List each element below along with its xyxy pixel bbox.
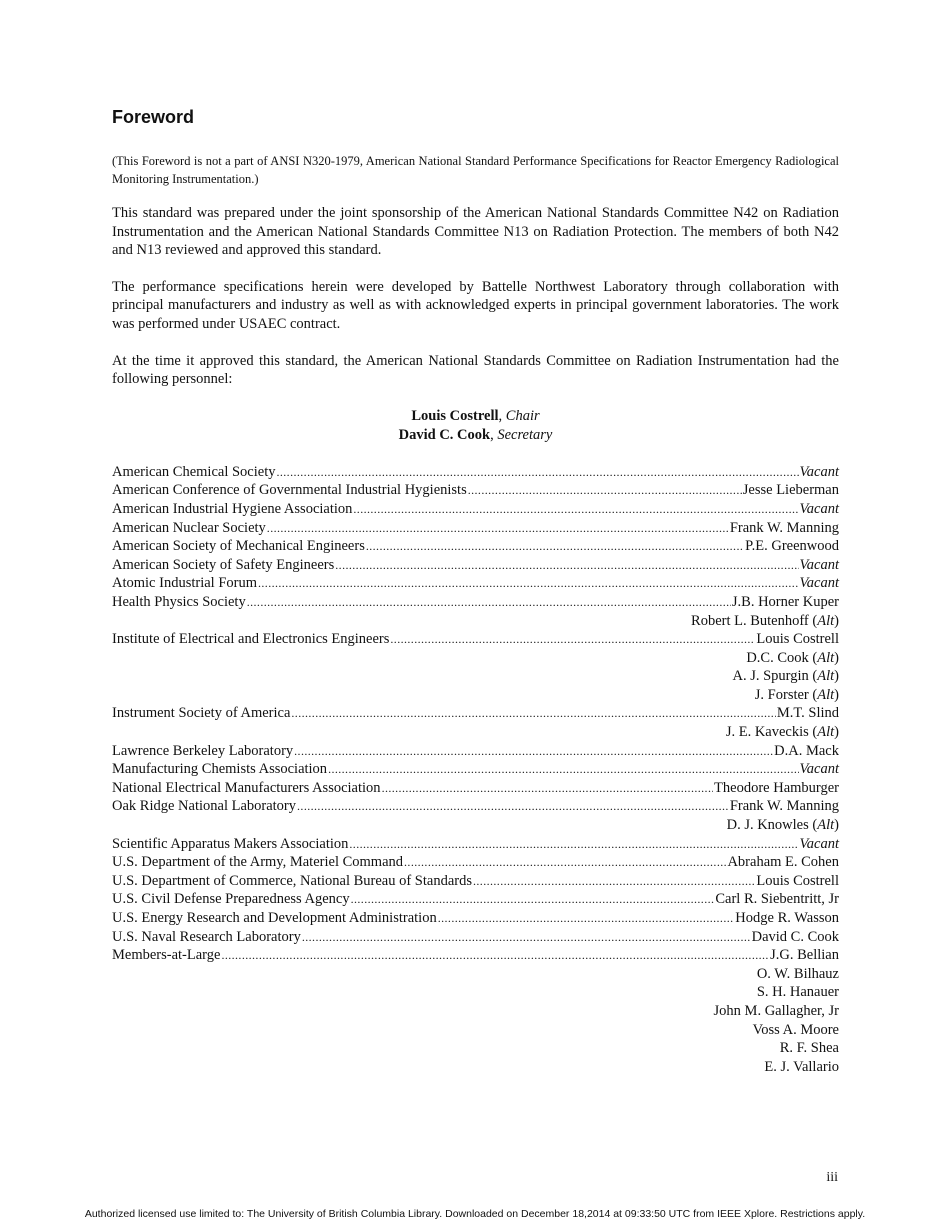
representative-name: Carl R. Siebentritt, Jr xyxy=(715,891,839,908)
organization-name: Institute of Electrical and Electronics Engineers xyxy=(112,631,390,648)
dot-leader xyxy=(404,853,726,872)
dot-leader xyxy=(351,890,715,909)
roster-row xyxy=(112,797,839,816)
foreword-note: (This Foreword is not a part of ANSI N320-1979, American National Standard Performance Specifications for Reactor Emergency Radiological Monitoring Instrumentation.) xyxy=(112,154,839,186)
organization-name: National Electrical Manufacturers Association xyxy=(112,779,381,796)
alternate-row: J. E. Kaveckis (Alt) xyxy=(725,724,839,741)
alternate-label: Alt xyxy=(817,686,835,703)
organization-name: American Society of Safety Engineers xyxy=(112,556,335,573)
representative-name: D.A. Mack xyxy=(774,742,839,759)
alternate-row: D. J. Knowles (Alt) xyxy=(726,817,839,834)
roster-row xyxy=(112,742,839,761)
dot-leader xyxy=(366,537,744,556)
dot-leader xyxy=(353,500,798,519)
organization-name: Manufacturing Chemists Association xyxy=(112,761,328,778)
roster-row xyxy=(112,946,839,965)
secretary-line: David C. Cook, Secretary xyxy=(398,426,553,443)
dot-leader xyxy=(349,835,798,854)
chair-name: Louis Costrell xyxy=(411,407,499,424)
dot-leader xyxy=(267,519,729,538)
alternate-name: D. J. Knowles xyxy=(726,817,809,834)
secretary-title: Secretary xyxy=(497,426,553,443)
representative-name: Vacant xyxy=(799,500,839,517)
representative-name: Frank W. Manning xyxy=(729,519,839,536)
alternate-name: D.C. Cook xyxy=(746,649,809,666)
representative-name: M.T. Slind xyxy=(776,705,839,722)
member-at-large: E. J. Vallario xyxy=(764,1058,839,1075)
roster-row xyxy=(112,779,839,798)
organization-name: Oak Ridge National Laboratory xyxy=(112,798,297,815)
roster-row xyxy=(112,593,839,612)
committee-officers xyxy=(112,407,839,445)
paragraph-3: At the time it approved this standard, the American National Standards Committee on Radiation Instrumentation had the following personnel: xyxy=(112,352,839,388)
representative-name: David C. Cook xyxy=(751,928,839,945)
organization-name: Atomic Industrial Forum xyxy=(112,575,257,592)
organization-name: Lawrence Berkeley Laboratory xyxy=(112,742,294,759)
representative-name: Hodge R. Wasson xyxy=(735,910,839,926)
alternate-name: J. Forster xyxy=(754,686,809,703)
organization-name: U.S. Energy Research and Development Administration xyxy=(112,910,437,926)
roster-row xyxy=(112,574,839,593)
alternate-name: A. J. Spurgin xyxy=(732,668,809,685)
roster-row xyxy=(112,481,839,500)
organization-name: American Society of Mechanical Engineers xyxy=(112,538,365,555)
paragraph-2: The performance specifications herein were developed by Battelle Northwest Laboratory through collaboration with principal manufacturers and industry as well as with acknowledged experts in principal government laboratories. The work was performed under USAEC contract. xyxy=(112,278,839,332)
representative-name: J.G. Bellian xyxy=(770,947,839,964)
representative-name: Louis Costrell xyxy=(756,872,839,889)
dot-leader xyxy=(302,928,751,947)
roster-row xyxy=(112,500,839,519)
alternate-row: J. Forster (Alt) xyxy=(754,686,839,703)
representative-name: Vacant xyxy=(799,835,839,852)
representative-name: Frank W. Manning xyxy=(729,798,839,815)
representative-name: Jesse Lieberman xyxy=(742,482,839,499)
representative-name: J.B. Horner Kuper xyxy=(731,593,839,610)
alternate-name: Robert L. Butenhoff xyxy=(691,612,809,629)
roster-row xyxy=(112,519,839,538)
organization-name: U.S. Department of Commerce, National Bureau of Standards xyxy=(112,872,472,889)
roster-row xyxy=(112,556,839,575)
organization-name: Scientific Apparatus Makers Association xyxy=(112,835,349,852)
page-number: iii xyxy=(826,1170,838,1185)
organization-name: Health Physics Society xyxy=(112,593,246,610)
roster-row xyxy=(112,463,839,482)
member-at-large: Voss A. Moore xyxy=(752,1021,839,1038)
dot-leader xyxy=(390,630,755,649)
representative-name: Vacant xyxy=(799,575,839,592)
organization-name: American Conference of Governmental Industrial Hygienists xyxy=(112,482,467,499)
dot-leader xyxy=(294,742,773,761)
dot-leader xyxy=(221,946,769,965)
alternate-label: Alt xyxy=(817,724,835,741)
alternate-label: Alt xyxy=(817,668,835,685)
roster-row xyxy=(112,537,839,556)
roster-row xyxy=(112,704,839,723)
alternate-row: Robert L. Butenhoff (Alt) xyxy=(691,612,839,629)
representative-name: P.E. Greenwood xyxy=(745,538,839,555)
representative-name: Theodore Hamburger xyxy=(714,779,839,796)
representative-name: Vacant xyxy=(799,463,839,480)
dot-leader xyxy=(473,872,755,891)
alternate-label: Alt xyxy=(817,612,835,629)
organization-name: Members-at-Large xyxy=(112,947,221,964)
alternate-row: A. J. Spurgin (Alt) xyxy=(732,668,839,685)
roster-row xyxy=(112,835,839,854)
chair-line: Louis Costrell, Chair xyxy=(411,407,540,424)
dot-leader xyxy=(468,481,742,500)
organization-name: American Chemical Society xyxy=(112,463,276,480)
representative-name: Vacant xyxy=(799,556,839,573)
page-title: Foreword xyxy=(112,107,195,127)
alternate-label: Alt xyxy=(817,817,835,834)
organization-name: U.S. Naval Research Laboratory xyxy=(112,928,301,945)
dot-leader xyxy=(258,574,799,593)
secretary-name: David C. Cook xyxy=(398,426,491,443)
organization-name: U.S. Civil Defense Preparedness Agency xyxy=(112,891,350,908)
license-footer: Authorized licensed use limited to: The University of British Columbia Library. Downloaded on December 18,2014 at 09:33:50 UTC from IEEE Xplore. Restrictions apply. xyxy=(84,1208,866,1220)
dot-leader xyxy=(297,797,729,816)
member-at-large: O. W. Bilhauz xyxy=(756,965,839,982)
organization-name: American Nuclear Society xyxy=(112,519,266,536)
organization-name: American Industrial Hygiene Association xyxy=(112,500,353,517)
foreword-page xyxy=(112,106,839,1076)
dot-leader xyxy=(291,704,775,723)
dot-leader xyxy=(247,593,731,612)
roster-row xyxy=(112,890,839,909)
roster-row xyxy=(112,760,839,779)
representative-name: Louis Costrell xyxy=(756,631,839,648)
member-at-large: S. H. Hanauer xyxy=(756,984,839,1001)
chair-title: Chair xyxy=(505,407,540,424)
dot-leader xyxy=(328,760,798,779)
dot-leader xyxy=(276,463,798,482)
roster-row xyxy=(112,928,839,947)
dot-leader xyxy=(382,779,713,798)
alternate-name: J. E. Kaveckis xyxy=(725,724,809,741)
representative-name: Vacant xyxy=(799,761,839,778)
committee-roster xyxy=(112,463,839,1077)
member-at-large: R. F. Shea xyxy=(779,1040,839,1057)
roster-row xyxy=(112,909,839,928)
dot-leader xyxy=(335,556,798,575)
organization-name: U.S. Department of the Army, Materiel Command xyxy=(112,854,404,871)
roster-row xyxy=(112,853,839,872)
roster-row xyxy=(112,872,839,891)
representative-name: Abraham E. Cohen xyxy=(727,854,839,871)
paragraph-1: This standard was prepared under the joint sponsorship of the American National Standards Committee N42 on Radiation Instrumentation and the American National Standards Committee N13 on Radiation Protection. The members of both N42 and N13 reviewed and approved this standard. xyxy=(112,205,839,259)
alternate-label: Alt xyxy=(817,649,835,666)
dot-leader xyxy=(438,909,735,928)
organization-name: Instrument Society of America xyxy=(112,705,291,722)
alternate-row: D.C. Cook (Alt) xyxy=(746,649,839,666)
roster-row xyxy=(112,630,839,649)
member-at-large: John M. Gallagher, Jr xyxy=(713,1002,839,1019)
